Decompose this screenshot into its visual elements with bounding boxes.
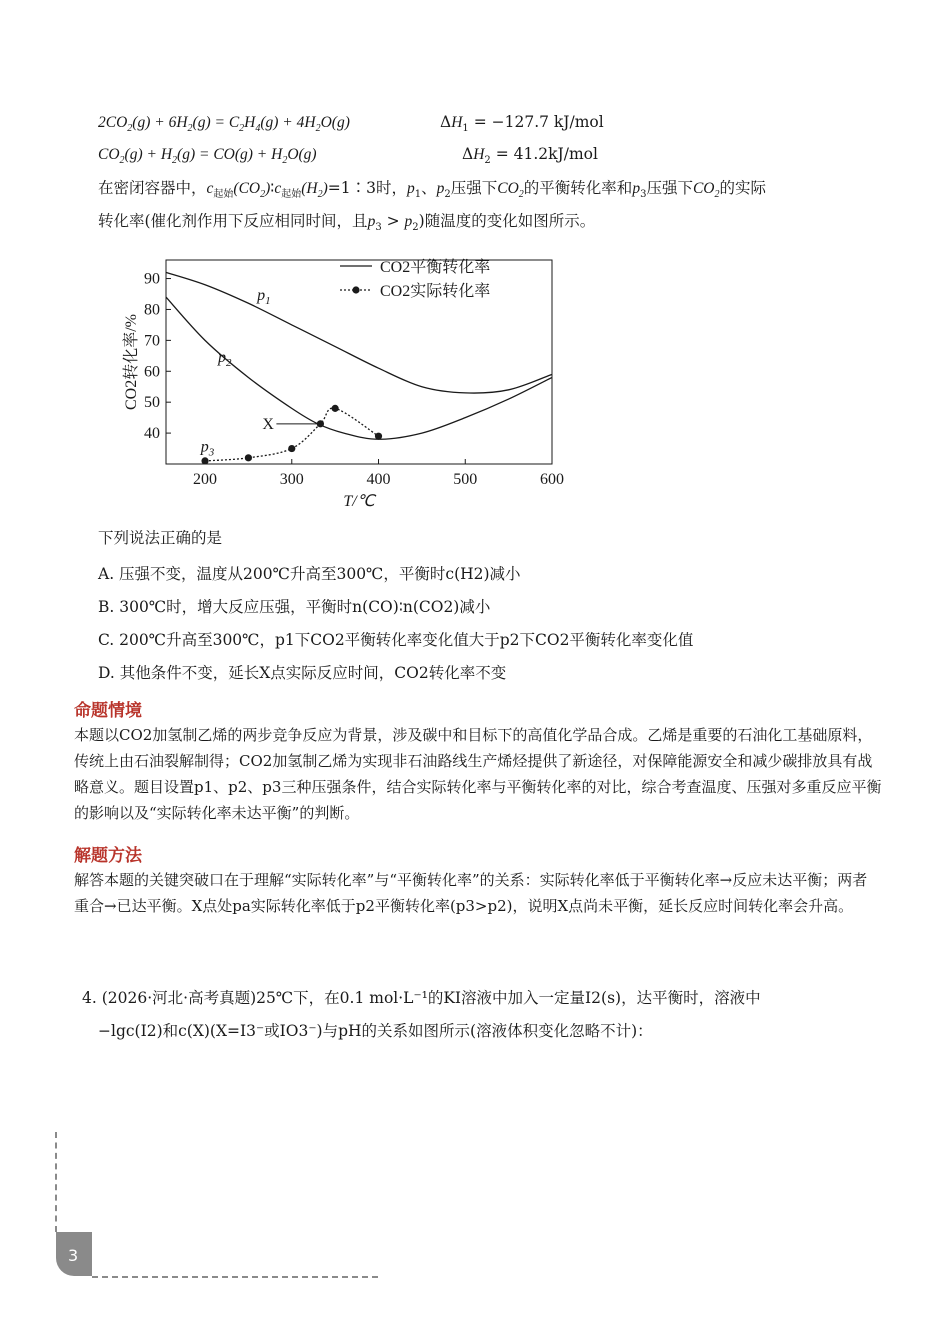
section-heading-method: 解题方法: [74, 846, 142, 866]
question-stem-line-1: 在密闭容器中，$c_{起始}(CO_2)∶c_{起始}(H_2)=1∶3$时，$p_1$、$p_2$压强下$CO_2$的平衡转化率和$p_3$压强下$CO_2$的实际: [98, 179, 767, 201]
x-tick-label: 600: [540, 471, 564, 488]
legend-marker-actual: [352, 286, 359, 293]
series-label-p1: $p_1$: [257, 287, 271, 308]
page-footer-dashed-line: [92, 1276, 378, 1278]
option-b: B. 300℃时，增大反应压强，平衡时n(CO)∶n(CO2)减小: [98, 598, 491, 616]
series-point-p3: [201, 457, 208, 464]
question-4-line-2: −lgc(I2)和c(X)(X=I3⁻或IO3⁻)与pH的关系如图所示(溶液体积变化忽略不计)：: [98, 1022, 653, 1040]
option-a: A. 压强不变，温度从200℃升高至300℃，平衡时c(H2)减小: [98, 565, 521, 583]
equation-2-enthalpy: $\Delta H_2 = 41.2kJ/mol$: [462, 145, 598, 167]
y-tick-label: 60: [144, 363, 160, 381]
y-tick-label: 50: [144, 394, 160, 412]
equation-1-enthalpy: $\Delta H_1 = -127.7$ kJ/mol: [440, 113, 604, 135]
series-point-p3: [245, 454, 252, 461]
question-prompt: 下列说法正确的是: [98, 529, 223, 547]
x-tick-label: 300: [279, 471, 304, 488]
series-label-p3: $p_3$: [200, 438, 215, 459]
y-tick-label: 70: [144, 332, 160, 350]
annotation-label-x: X: [262, 415, 274, 433]
y-axis-label: CO2转化率/%: [123, 313, 140, 411]
conversion-rate-chart: [118, 246, 578, 516]
section-body-context: 本题以CO2加氢制乙烯的两步竞争反应为背景，涉及碳中和目标下的高值化学品合成。乙烯是重要的石油化工基础原料，传统上由石油裂解制得；CO2加氢制乙烯为实现非石油路线生产烯烃提供了新途径，对保障能源安全和减少碳排放具有战略意义。题目设置p1、p2、p3三种压强条件，结合实际转化率与平衡转化率的对比，综合考查温度、压强对多重反应平衡的影响以及“实际转化率未达平衡”的判断。: [74, 726, 882, 822]
series-point-p3: [375, 433, 382, 440]
x-tick-label: 200: [193, 471, 218, 488]
x-tick-label: 500: [453, 471, 478, 488]
y-tick-label: 40: [144, 425, 160, 443]
equation-2: $CO_2(g) + H_2(g) = CO(g) + H_2O(g)$: [98, 146, 317, 167]
series-point-p3: [288, 445, 295, 452]
x-tick-label: 400: [366, 471, 391, 488]
question-stem-line-2: 转化率(催化剂作用下反应相同时间，且$p_3 > p_2$)随温度的变化如图所示。: [98, 212, 596, 234]
legend-label-actual: CO2实际转化率: [380, 283, 491, 300]
y-tick-label: 90: [144, 270, 160, 288]
section-body-method: 解答本题的关键突破口在于理解“实际转化率”与“平衡转化率”的关系：实际转化率低于平衡转化率→反应未达平衡；两者重合→已达平衡。X点处pa实际转化率低于p2平衡转化率(p3>p2)，说明X点尚未平衡，延长反应时间转化率会升高。: [74, 871, 868, 915]
page-number: 3: [68, 1246, 79, 1265]
series-point-p3: [332, 405, 339, 412]
series-line-p2: [166, 297, 552, 439]
page-margin-dashed-line: [55, 1132, 57, 1232]
series-line-p3: [205, 408, 378, 461]
x-axis-label: T/℃: [343, 493, 375, 510]
question-4-line-1: 4. (2026·河北·高考真题)25℃下，在0.1 mol·L⁻¹的KI溶液中加入一定量I2(s)，达平衡时，溶液中: [82, 989, 761, 1007]
section-heading-context: 命题情境: [74, 701, 142, 721]
option-c: C. 200℃升高至300℃，p1下CO2平衡转化率变化值大于p2下CO2平衡转化率变化值: [98, 631, 694, 649]
option-d: D. 其他条件不变，延长X点实际反应时间，CO2转化率不变: [98, 664, 507, 682]
series-label-p2: $p_2$: [218, 349, 232, 369]
equation-1: $2CO_2(g) + 6H_2(g) = C_2H_4(g) + 4H_2O(g)$: [98, 114, 350, 135]
legend-label-equilibrium: CO2平衡转化率: [380, 259, 491, 276]
y-tick-label: 80: [144, 301, 160, 319]
